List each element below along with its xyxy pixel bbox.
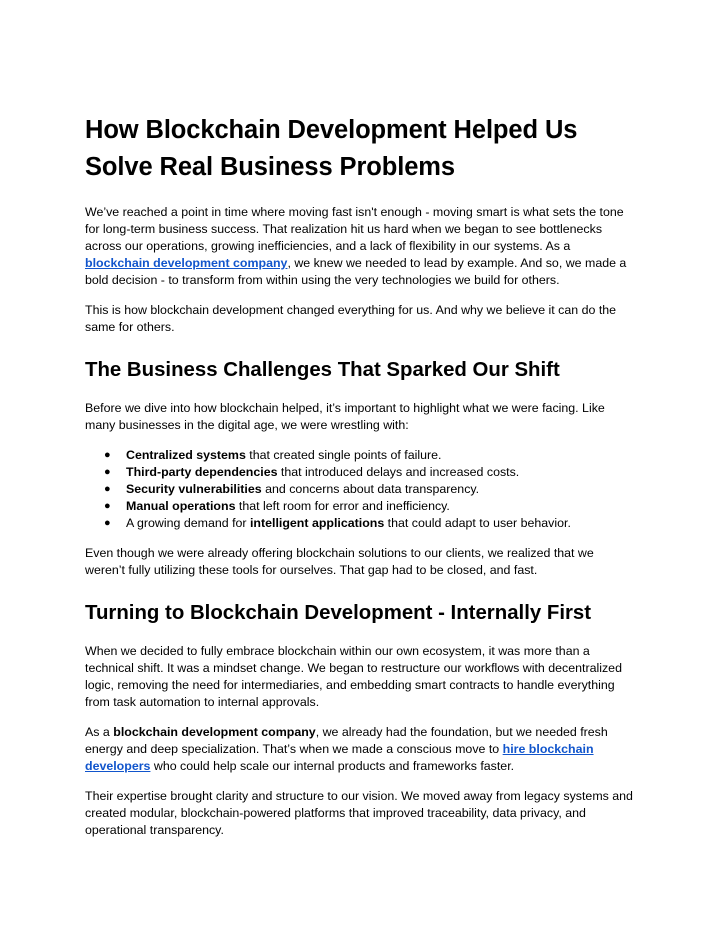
intro-paragraph-2: This is how blockchain development changed everything for us. And why we believe it can do the same for others. bbox=[85, 303, 617, 334]
bold-company-text: blockchain development company bbox=[113, 725, 316, 739]
section2-heading: Turning to Blockchain Development - Internally First bbox=[85, 602, 592, 624]
section1-heading: The Business Challenges That Sparked Our Shift bbox=[85, 359, 560, 381]
section2-paragraph-1: When we decided to fully embrace blockchain within our own ecosystem, it was more than a technical shift. It was a mindset change. We began to restructure our workflows with decentralized logic, removing the need for intermediaries, and embedding smart contracts to handle everything from task automation to internal approvals. bbox=[85, 644, 622, 709]
bullet-icon: ● bbox=[104, 466, 111, 478]
list-item: ● Manual operations that left room for error and inefficiency. bbox=[104, 499, 450, 513]
page-title: How Blockchain Development Helped Us Solve Real Business Problems bbox=[85, 116, 578, 181]
blockchain-development-company-link[interactable]: blockchain development company bbox=[85, 256, 288, 270]
list-item: ● Security vulnerabilities and concerns about data transparency. bbox=[104, 482, 480, 496]
bullet-icon: ● bbox=[104, 517, 111, 529]
intro-text-a: We’ve reached a point in time where moving fast isn't enough - moving smart is what sets the tone for long-term business success. That realization hit us hard when we began to see bottlenecks across our operations, growing inefficiencies, and a lack of flexibility in our systems. As a bbox=[85, 205, 624, 253]
bullet-icon: ● bbox=[104, 483, 111, 495]
section1-closing: Even though we were already offering blockchain solutions to our clients, we realized that we weren’t fully utilizing these tools for ourselves. That gap had to be closed, and fast. bbox=[85, 546, 594, 577]
intro-paragraph-1 bbox=[85, 204, 637, 289]
section2-paragraph-3: Their expertise brought clarity and structure to our vision. We moved away from legacy systems and created modular, blockchain-powered platforms that improved traceability, data privacy, and operational transparency. bbox=[85, 789, 633, 837]
bullet-icon: ● bbox=[104, 449, 111, 461]
section2-paragraph-2: As a blockchain development company, we already had the foundation, but we needed fresh energy and deep specialization. That’s when we made a conscious move to hire blockchain developers who could help scale our internal products and frameworks faster. bbox=[85, 725, 608, 773]
list-item: ● Centralized systems that created single points of failure. bbox=[104, 448, 442, 462]
list-item: ● Third-party dependencies that introduced delays and increased costs. bbox=[104, 465, 520, 479]
section1-lead: Before we dive into how blockchain helped, it’s important to highlight what we were facing. Like many businesses in the digital age, we were wrestling with: bbox=[85, 401, 605, 432]
document-page bbox=[85, 112, 637, 852]
list-item: ● A growing demand for intelligent applications that could adapt to user behavior. bbox=[104, 516, 571, 530]
hire-blockchain-developers-link[interactable]: hire blockchain developers bbox=[85, 742, 594, 773]
challenges-list bbox=[85, 447, 637, 532]
intro-text-b: , we knew we needed to lead by example. And so, we made a bold decision - to transform from within using the very technologies we build for others. bbox=[85, 256, 627, 287]
bullet-icon: ● bbox=[104, 500, 111, 512]
